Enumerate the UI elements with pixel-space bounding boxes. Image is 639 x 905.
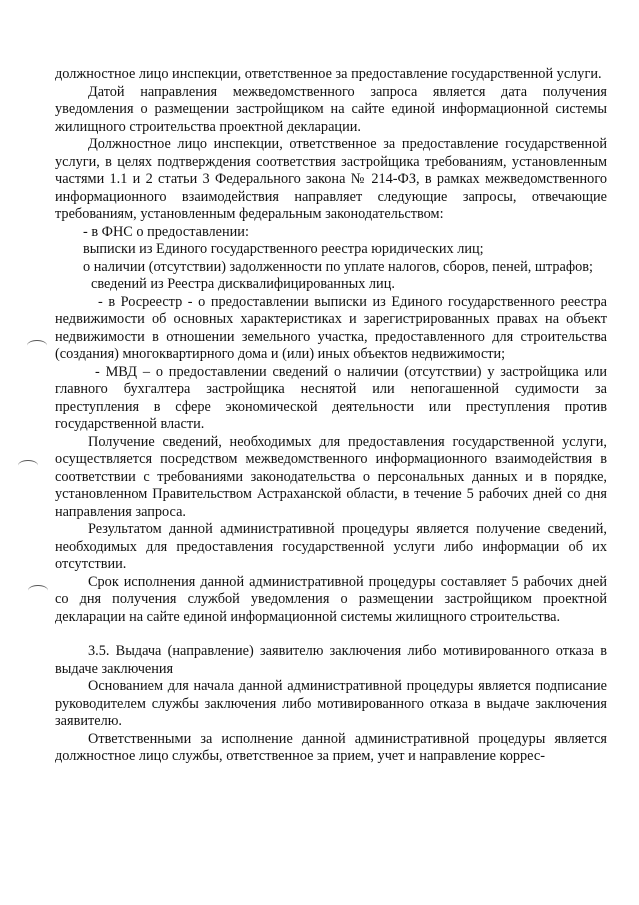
list-item-egrul: выписки из Единого государственного реестра юридических лиц;: [83, 241, 484, 257]
paragraph-term: Срок исполнения данной административной процедуры составляет 5 рабочих дней со дня получения службой уведомления о размещении застройщиком проектной декларации на сайте единой информационной системы жилищного строительства.: [55, 573, 607, 625]
list-item-fns: - в ФНС о предоставлении:: [83, 223, 249, 240]
paragraph-grounds: Основанием для начала данной административной процедуры является подписание руководителем службы заключения либо мотивированного отказа в выдаче заключения заявителю.: [55, 678, 607, 729]
margin-mark: [27, 340, 47, 351]
paragraph-official-requests: Должностное лицо инспекции, ответственное за предоставление государственной услуги, в целях подтверждения соответствия застройщика требованиям, установленным частями 1.1 и 2 статьи 3 Федерального закона № 214-ФЗ, в рамках межведомственного информационного взаимодействия направляет следующие запросы, отвечающие требованиям, установленным федеральным законодательством:: [55, 136, 607, 222]
list-item-mvd: - МВД – о предоставлении сведений о наличии (отсутствии) у застройщика или главного бухгалтера застройщика неснятой или непогашенной судимости за преступления в сфере экономической деятельности или преступления против государственной власти.: [55, 363, 607, 432]
margin-mark: [28, 585, 48, 596]
paragraph-result: Результатом данной административной процедуры является получение сведений, необходимых для предоставления государственной услуги либо информации об их отсутствии.: [55, 521, 607, 572]
paragraph-responsible: Ответственными за исполнение данной административной процедуры является должностное лицо службы, ответственное за прием, учет и направление коррес-: [55, 730, 607, 764]
list-item-disqualified: сведений из Реестра дисквалифицированных лиц.: [91, 276, 395, 292]
list-item-rosreestr: - в Росреестр - о предоставлении выписки из Единого государственного реестра недвижимости об основных характеристиках и зарегистрированных правах на объект недвижимости в отношении земельного участка, предоставленного для строительства (создания) многоквартирного дома и (или) иных объектов недвижимости;: [55, 293, 607, 362]
paragraph-continuation: должностное лицо инспекции, ответственное за предоставление государственной услуги.: [55, 66, 602, 82]
list-item-tax-debt: о наличии (отсутствии) задолженности по уплате налогов, сборов, пеней, штрафов;: [83, 258, 593, 275]
paragraph-request-date: Датой направления межведомственного запроса является дата получения уведомления о размещении застройщиком на сайте единой информационной системы жилищного строительства проектной декларации.: [55, 83, 607, 135]
margin-mark: [18, 460, 38, 471]
paragraph-obtaining-info: Получение сведений, необходимых для предоставления государственной услуги, осуществляется посредством межведомственного информационного взаимодействия в соответствии с требованиями законодательства о персональных данных и в порядке, установленном Правительством Астраханской области, в течение 5 рабочих дней со дня направления запроса.: [55, 433, 607, 520]
section-heading-3-5: 3.5. Выдача (направление) заявителю заключения либо мотивированного отказа в выдаче заключения: [55, 643, 607, 677]
document-page: [55, 66, 607, 766]
